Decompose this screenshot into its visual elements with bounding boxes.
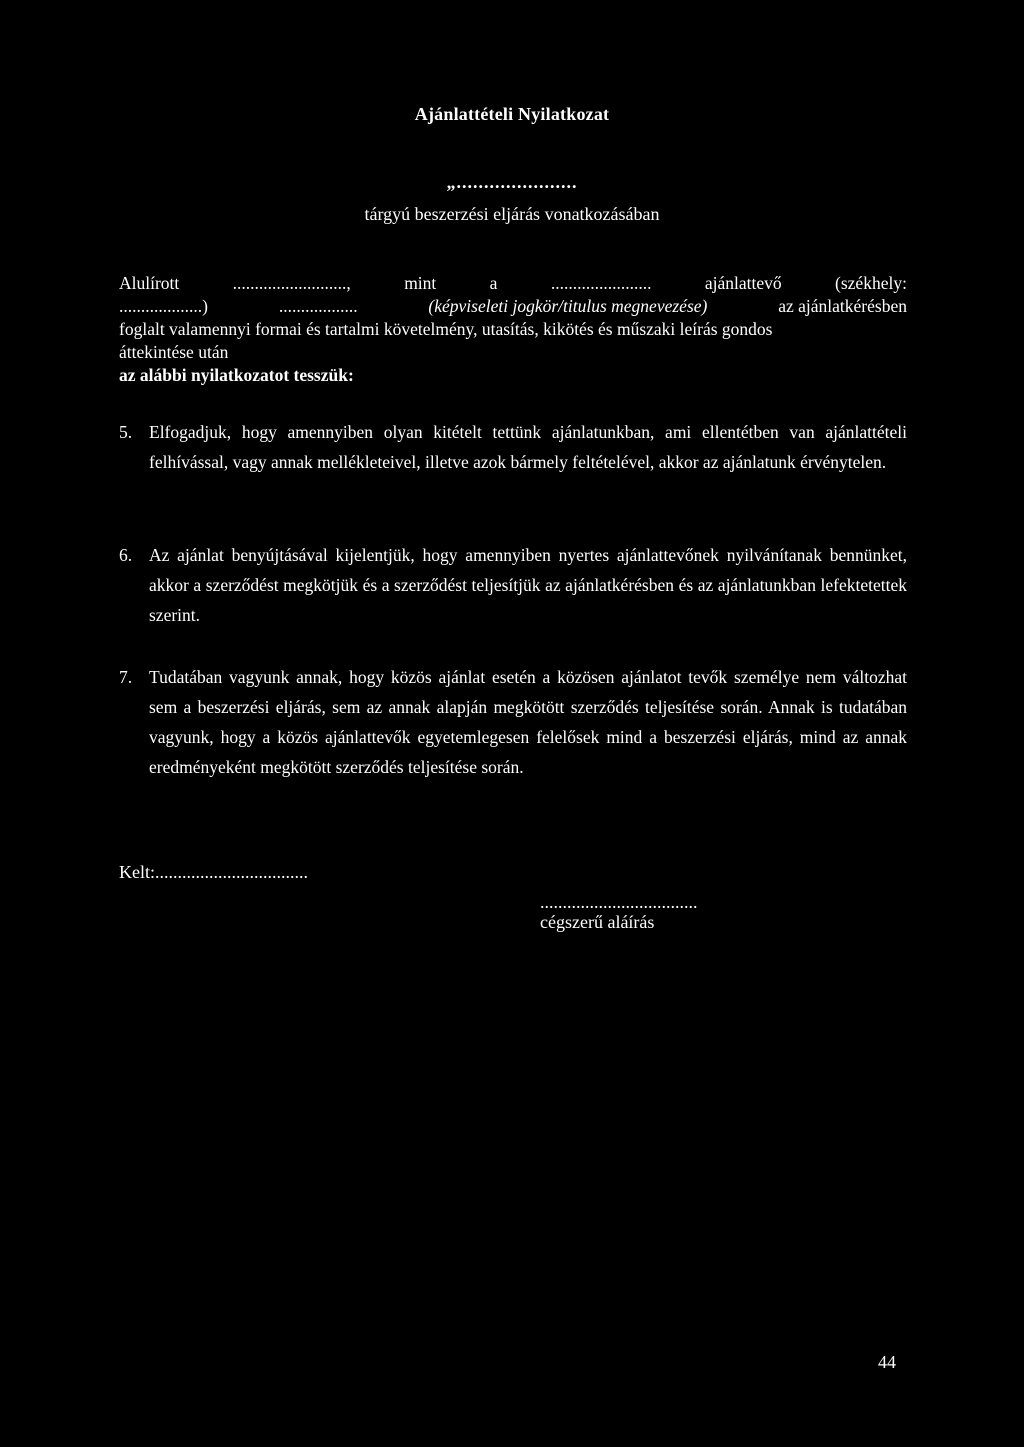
intro-word: ajánlattevő <box>704 273 782 293</box>
declaration-item <box>119 540 907 630</box>
signature-line: ................................... <box>540 892 698 912</box>
declaration-item <box>119 417 907 477</box>
intro-line-4: áttekintése után <box>119 342 229 362</box>
intro-word: mint <box>404 273 437 293</box>
intro-word: Alulírott <box>119 273 180 293</box>
item-text: Elfogadjuk, hogy amennyiben olyan kitételt tettünk ajánlatunkban, ami ellentétben van ajánlattételi felhívással, vagy annak mellékleteivel, illetve azok bármely feltételével, akkor az ajánlatunk érvénytelen. <box>149 422 907 472</box>
name-placeholder: .........................., <box>232 273 351 293</box>
intro-word: (székhely: <box>835 273 907 293</box>
subject-placeholder: „...................... <box>446 172 578 192</box>
item-number: 7. <box>119 667 133 687</box>
subject-line: tárgyú beszerzési eljárás vonatkozásában <box>364 204 660 224</box>
signature-label: cégszerű aláírás <box>540 912 655 932</box>
intro-word: az ajánlatkérésben <box>778 296 907 316</box>
title-hint: (képviseleti jogkör/titulus megnevezése) <box>428 296 708 316</box>
item-text: Az ajánlat benyújtásával kijelentjük, hogy amennyiben nyertes ajánlattevőnek nyilvánítanak bennünket, akkor a szerződést megkötjük és a szerződést teljesítjük az ajánlatkérésben és az ajánlatunkban lefektetettek szerint. <box>149 545 907 625</box>
representative-placeholder: .................. <box>278 296 358 316</box>
intro-paragraph <box>119 272 907 387</box>
item-number: 6. <box>119 545 133 565</box>
intro-line-3: foglalt valamennyi formai és tartalmi követelmény, utasítás, kikötés és műszaki leírás gondos <box>119 319 773 339</box>
date-line: Kelt:.................................. <box>119 862 308 882</box>
page-number: 44 <box>878 1352 896 1372</box>
declaration-item <box>119 662 907 782</box>
intro-line-2 <box>119 295 907 318</box>
declaration-heading: az alábbi nyilatkozatot tesszük: <box>119 365 354 385</box>
seat-placeholder: ...................) <box>119 296 208 316</box>
document-title: Ajánlattételi Nyilatkozat <box>414 104 610 124</box>
intro-line-1 <box>119 272 907 295</box>
item-text: Tudatában vagyunk annak, hogy közös ajánlat esetén a közösen ajánlatot tevők személye nem változhat sem a beszerzési eljárás, sem az annak alapján megkötött szerződés teljesítése során. Annak is tudatában vagyunk, hogy a közös ajánlattevők egyetemlegesen felelősek mind a beszerzési eljárás, mind az annak eredményeként megkötött szerződés teljesítése során. <box>149 667 907 777</box>
bidder-placeholder: ....................... <box>550 273 652 293</box>
intro-word: a <box>489 273 498 293</box>
item-number: 5. <box>119 422 133 442</box>
